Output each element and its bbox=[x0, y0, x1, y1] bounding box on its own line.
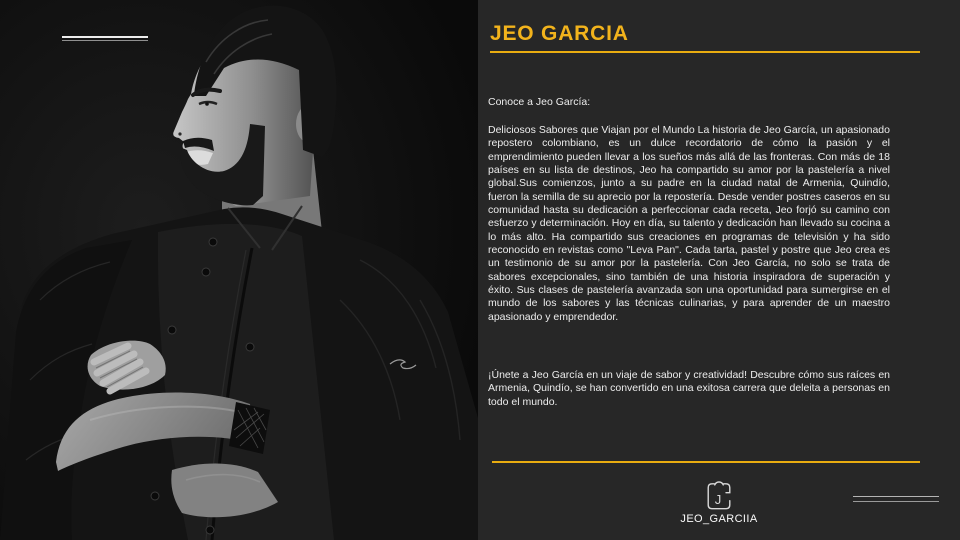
decor-line bbox=[853, 501, 939, 502]
jeo-garcia-logo-icon bbox=[704, 479, 734, 513]
decor-line bbox=[62, 36, 148, 38]
decor-double-line-bottom-right bbox=[853, 496, 939, 502]
decor-double-line-top-left bbox=[62, 36, 148, 41]
decor-line bbox=[853, 496, 939, 497]
logo-monogram-letter: J bbox=[714, 491, 722, 507]
content-panel bbox=[478, 0, 960, 540]
cta-paragraph: ¡Únete a Jeo García en un viaje de sabor y creatividad! Descubre cómo sus raíces en Armenia, Quindío, se han convertido en una exitosa carrera que deleita a personas en todo el mundo. bbox=[488, 369, 890, 408]
title-underline-decor bbox=[490, 51, 920, 53]
bio-paragraph: Deliciosos Sabores que Viajan por el Mundo La historia de Jeo García, un apasionado repostero colombiano, es un dulce recordatorio de cómo la pasión y el emprendimiento pueden llevar a los sueños más allá de las fronteras. Con más de 18 países en su lista de destinos, Jeo ha compartido su amor por la pastelería a nivel global.Sus comienzos, junto a su padre en la ciudad natal de Armenia, Quindío, fueron la semilla de su aprecio por la repostería. Desde vender postres caseros en su comunidad hasta su dedicación a perfeccionar cada receta, Jeo forjó su camino con esfuerzo y determinación. Hoy en día, su talento y dedicación han llevado su cocina a lo más alto. Ha compartido sus creaciones en programas de televisión y ha sido reconocido en revistas como "Leva Pan". Cada tarta, pastel y postre que Jeo crea es un testimonio de su amor por la pastelería. Con Jeo García, no solo se trata de sabores excepcionales, sino también de una historia inspiradora de superación y éxito. Sus clases de pastelería avanzada son una oportunidad para sumergirse en el mundo de los sabores y las técnicas culinarias, y para aprender de un maestro apasionado y emprendedor. bbox=[488, 124, 890, 323]
footer-divider bbox=[492, 461, 920, 463]
intro-text: Conoce a Jeo García: bbox=[488, 96, 591, 108]
footer-handle-text: JEO_GARCIIA bbox=[680, 513, 758, 525]
chef-portrait-photo bbox=[0, 0, 478, 540]
decor-line bbox=[62, 40, 148, 41]
portrait-watch bbox=[229, 402, 270, 454]
photo-panel bbox=[0, 0, 478, 540]
page-title: JEO GARCIA bbox=[490, 22, 629, 45]
